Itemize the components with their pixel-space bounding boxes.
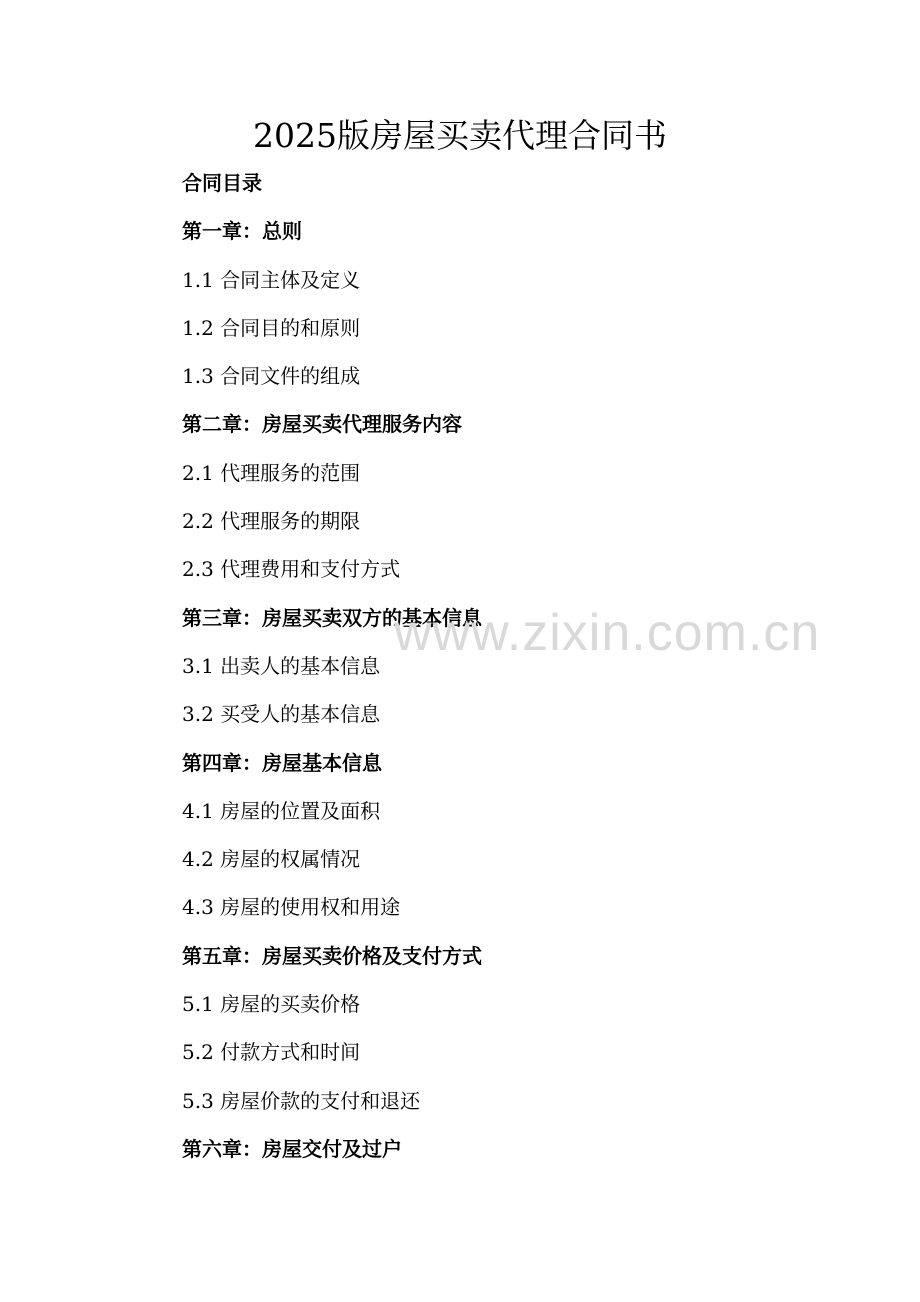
toc-item: 5.2 付款方式和时间 xyxy=(182,1040,361,1065)
table-of-contents xyxy=(182,166,822,1180)
toc-chapter-heading: 第二章：房屋买卖代理服务内容 xyxy=(182,412,462,437)
toc-item: 3.1 出卖人的基本信息 xyxy=(182,653,381,678)
toc-item: 1.1 合同主体及定义 xyxy=(182,267,361,292)
toc-item: 2.2 代理服务的期限 xyxy=(182,509,361,534)
toc-item: 5.1 房屋的买卖价格 xyxy=(182,992,361,1017)
toc-item: 5.3 房屋价款的支付和退还 xyxy=(182,1088,421,1113)
toc-chapter-heading: 第五章：房屋买卖价格及支付方式 xyxy=(182,943,482,968)
toc-item: 1.2 合同目的和原则 xyxy=(182,315,361,340)
toc-chapter-heading: 第一章：总则 xyxy=(182,219,302,244)
toc-heading: 合同目录 xyxy=(182,171,262,195)
toc-item: 3.2 买受人的基本信息 xyxy=(182,702,381,727)
toc-item: 4.3 房屋的使用权和用途 xyxy=(182,895,401,920)
toc-chapter-heading: 第六章：房屋交付及过户 xyxy=(182,1136,402,1161)
toc-chapter-heading: 第四章：房屋基本信息 xyxy=(182,750,382,775)
toc-item: 4.1 房屋的位置及面积 xyxy=(182,798,381,823)
toc-item: 1.3 合同文件的组成 xyxy=(182,364,361,389)
toc-chapter-heading: 第三章：房屋买卖双方的基本信息 xyxy=(182,605,482,630)
watermark: www.zixin.com.cn xyxy=(394,604,821,662)
document-title: 2025版房屋买卖代理合同书 xyxy=(253,116,667,155)
toc-item: 2.1 代理服务的范围 xyxy=(182,460,361,485)
toc-item: 2.3 代理费用和支付方式 xyxy=(182,557,401,582)
toc-item: 4.2 房屋的权属情况 xyxy=(182,847,361,872)
